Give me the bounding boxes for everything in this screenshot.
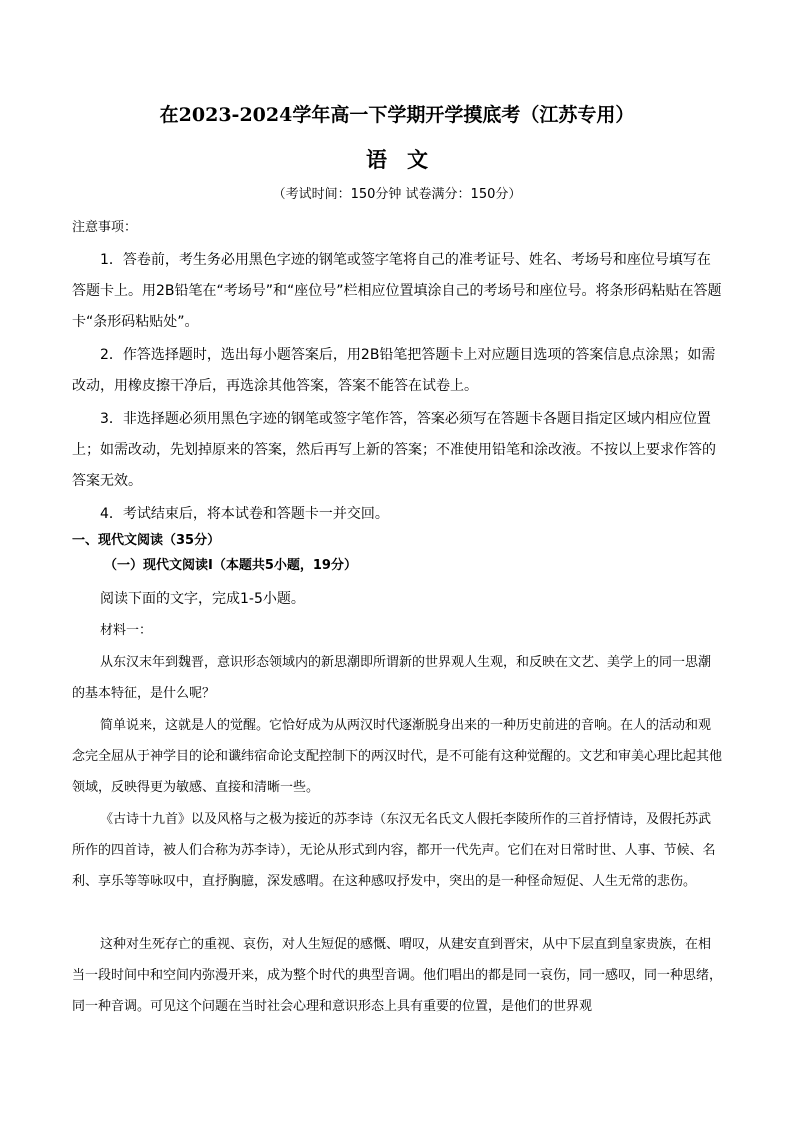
exam-info: （考试时间：150分钟 试卷满分：150分） (272, 187, 522, 202)
reading-instruction: 阅读下面的文字，完成1-5小题。 (100, 591, 305, 607)
section-heading: 一、现代文阅读（35分） (72, 533, 221, 548)
exam-title: 在2023-2024学年高一下学期开学摸底考（江苏专用） (159, 104, 635, 126)
subsection-heading: （一）现代文阅读Ⅰ（本题共5小题，19分） (104, 558, 357, 573)
notes-heading: 注意事项： (72, 220, 138, 235)
note-item: 3．非选择题必须用黑色字迹的钢笔或签字笔作答，答案必须写在答题卡各题目指定区域内相应位置上；如需改动，先划掉原来的答案，然后再写上新的答案；不准使用铅笔和涂改液。不按以上要求作答的答案无效。 (72, 411, 716, 489)
material-label: 材料一： (100, 623, 153, 638)
note-item: 2．作答选择题时，选出每小题答案后，用2B铅笔把答题卡上对应题目选项的答案信息点涂黑；如需改动，用橡皮擦干净后，再选涂其他答案，答案不能答在试卷上。 (72, 347, 716, 394)
passage-paragraph: 《古诗十九首》以及风格与之极为接近的苏李诗（东汉无名氏文人假托李陵所作的三首抒情诗，及假托苏武所作的四首诗，被人们合称为苏李诗），无论从形式到内容，都开一代先声。它们在对日常时世、人事、节候、名利、享乐等等咏叹中，直抒胸臆，深发感喟。在这种感叹抒发中，突出的是一种怪命短促、人生无常的悲伤。 (72, 812, 716, 889)
passage-paragraph: 简单说来，这就是人的觉醒。它恰好成为从两汉时代逐渐脱身出来的一种历史前进的音响。在人的活动和观念完全屈从于神学目的论和谶纬宿命论支配控制下的两汉时代，是不可能有这种觉醒的。文艺和审美心理比起其他领域，反映得更为敏感、直接和清晰一些。 (72, 718, 723, 795)
subject-title: 语文 (366, 147, 448, 172)
passage-paragraph: 从东汉末年到魏晋，意识形态领域内的新思潮即所谓新的世界观人生观，和反映在文艺、美学上的同一思潮的基本特征，是什么呢？ (72, 655, 712, 701)
note-item: 4．考试结束后，将本试卷和答题卡一并交回。 (100, 506, 389, 522)
note-item: 1．答卷前，考生务必用黑色字迹的钢笔或签字笔将自己的准考证号、姓名、考场号和座位号填写在答题卡上。用2B铅笔在“考场号”和“座位号”栏相应位置填涂自己的考场号和座位号。将条形码粘贴在答题卡“条形码粘贴处”。 (72, 252, 722, 330)
passage-paragraph: 这种对生死存亡的重视、哀伤，对人生短促的感慨、喟叹，从建安直到晋宋，从中下层直到皇家贵族，在相当一段时间中和空间内弥漫开来，成为整个时代的典型音调。他们唱出的都是同一哀伤，同一感叹，同一种思绪，同一种音调。可见这个问题在当时社会心理和意识形态上具有重要的位置，是他们的世界观 (72, 937, 723, 1014)
